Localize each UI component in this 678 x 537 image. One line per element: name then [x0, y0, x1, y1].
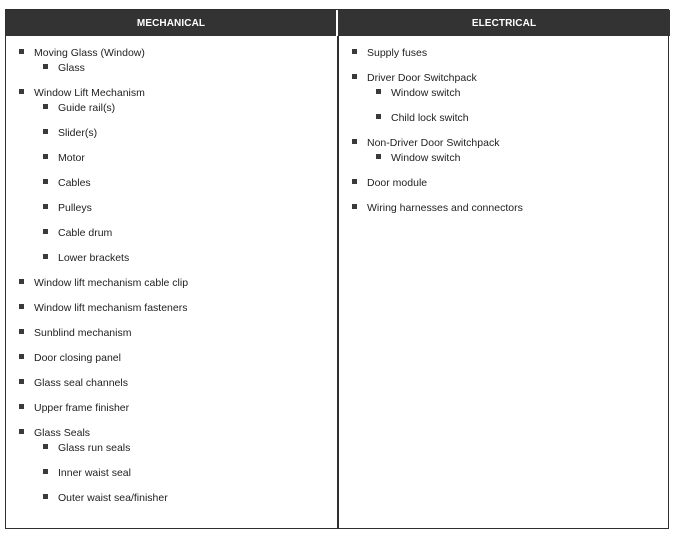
- square-bullet-icon: [376, 154, 381, 159]
- sub-list-item-label: Glass: [58, 62, 85, 74]
- table-body: [6, 36, 668, 528]
- list-item-label: Door module: [367, 177, 428, 189]
- square-bullet-icon: [352, 74, 357, 79]
- electrical-list: [339, 36, 668, 215]
- square-bullet-icon: [43, 469, 48, 474]
- sub-list-item-label: Child lock switch: [391, 112, 469, 124]
- sub-list-item-label: Window switch: [391, 152, 461, 164]
- square-bullet-icon: [352, 139, 357, 144]
- sub-list-item: [367, 151, 668, 165]
- list-item: [6, 376, 337, 390]
- sub-list-item: [34, 176, 337, 190]
- list-item: [6, 46, 337, 75]
- list-item-label: Driver Door Switchpack: [367, 72, 477, 84]
- list-item: [6, 351, 337, 365]
- mechanical-column: [6, 36, 337, 528]
- sub-list: [34, 61, 337, 75]
- list-item: [6, 301, 337, 315]
- list-item: [339, 201, 668, 215]
- square-bullet-icon: [19, 329, 24, 334]
- mechanical-list: [6, 36, 337, 505]
- sub-list-item: [34, 251, 337, 265]
- mechanical-header: MECHANICAL: [6, 10, 336, 36]
- list-item: [339, 176, 668, 190]
- square-bullet-icon: [19, 89, 24, 94]
- list-item: [339, 136, 668, 165]
- square-bullet-icon: [352, 179, 357, 184]
- square-bullet-icon: [19, 279, 24, 284]
- list-item: [6, 401, 337, 415]
- list-item-label: Window lift mechanism cable clip: [34, 277, 189, 289]
- sub-list-item-label: Outer waist sea/finisher: [58, 492, 168, 504]
- list-item-label: Non-Driver Door Switchpack: [367, 137, 500, 149]
- list-item-label: Glass Seals: [34, 427, 91, 439]
- sub-list: [34, 441, 337, 505]
- sub-list: [367, 86, 668, 125]
- electrical-header: ELECTRICAL: [336, 10, 670, 36]
- square-bullet-icon: [43, 129, 48, 134]
- square-bullet-icon: [19, 49, 24, 54]
- sub-list-item: [34, 226, 337, 240]
- sub-list-item: [34, 151, 337, 165]
- list-item: [6, 86, 337, 265]
- sub-list-item-label: Pulleys: [58, 202, 92, 214]
- list-item-label: Moving Glass (Window): [34, 47, 145, 59]
- square-bullet-icon: [43, 179, 48, 184]
- square-bullet-icon: [43, 444, 48, 449]
- list-item-label: Window lift mechanism fasteners: [34, 302, 188, 314]
- square-bullet-icon: [43, 494, 48, 499]
- square-bullet-icon: [19, 379, 24, 384]
- sub-list-item-label: Cables: [58, 177, 91, 189]
- table-header: [6, 10, 668, 36]
- list-item-label: Supply fuses: [367, 47, 428, 59]
- list-item-label: Upper frame finisher: [34, 402, 130, 414]
- square-bullet-icon: [43, 204, 48, 209]
- square-bullet-icon: [43, 154, 48, 159]
- list-item: [339, 46, 668, 60]
- list-item-label: Door closing panel: [34, 352, 121, 364]
- list-item-label: Sunblind mechanism: [34, 327, 132, 339]
- sub-list-item-label: Glass run seals: [58, 442, 131, 454]
- square-bullet-icon: [19, 354, 24, 359]
- sub-list-item: [367, 86, 668, 100]
- electrical-column: [337, 36, 668, 528]
- sub-list-item: [34, 466, 337, 480]
- sub-list-item-label: Window switch: [391, 87, 461, 99]
- sub-list-item: [34, 201, 337, 215]
- sub-list-item: [367, 111, 668, 125]
- sub-list-item-label: Motor: [58, 152, 85, 164]
- sub-list: [367, 151, 668, 165]
- list-item-label: Window Lift Mechanism: [34, 87, 145, 99]
- list-item: [6, 326, 337, 340]
- square-bullet-icon: [352, 204, 357, 209]
- sub-list-item-label: Guide rail(s): [58, 102, 116, 114]
- list-item: [339, 71, 668, 125]
- square-bullet-icon: [43, 64, 48, 69]
- sub-list-item-label: Slider(s): [58, 127, 98, 139]
- sub-list: [34, 101, 337, 265]
- square-bullet-icon: [19, 404, 24, 409]
- list-item: [6, 426, 337, 505]
- square-bullet-icon: [43, 229, 48, 234]
- sub-list-item: [34, 126, 337, 140]
- sub-list-item: [34, 441, 337, 455]
- sub-list-item: [34, 101, 337, 115]
- sub-list-item-label: Cable drum: [58, 227, 113, 239]
- square-bullet-icon: [43, 254, 48, 259]
- square-bullet-icon: [376, 89, 381, 94]
- sub-list-item-label: Lower brackets: [58, 252, 130, 264]
- sub-list-item-label: Inner waist seal: [58, 467, 131, 479]
- square-bullet-icon: [43, 104, 48, 109]
- list-item-label: Wiring harnesses and connectors: [367, 202, 523, 214]
- list-item-label: Glass seal channels: [34, 377, 128, 389]
- square-bullet-icon: [376, 114, 381, 119]
- components-table: [5, 9, 669, 529]
- square-bullet-icon: [19, 304, 24, 309]
- square-bullet-icon: [19, 429, 24, 434]
- list-item: [6, 276, 337, 290]
- sub-list-item: [34, 61, 337, 75]
- sub-list-item: [34, 491, 337, 505]
- square-bullet-icon: [352, 49, 357, 54]
